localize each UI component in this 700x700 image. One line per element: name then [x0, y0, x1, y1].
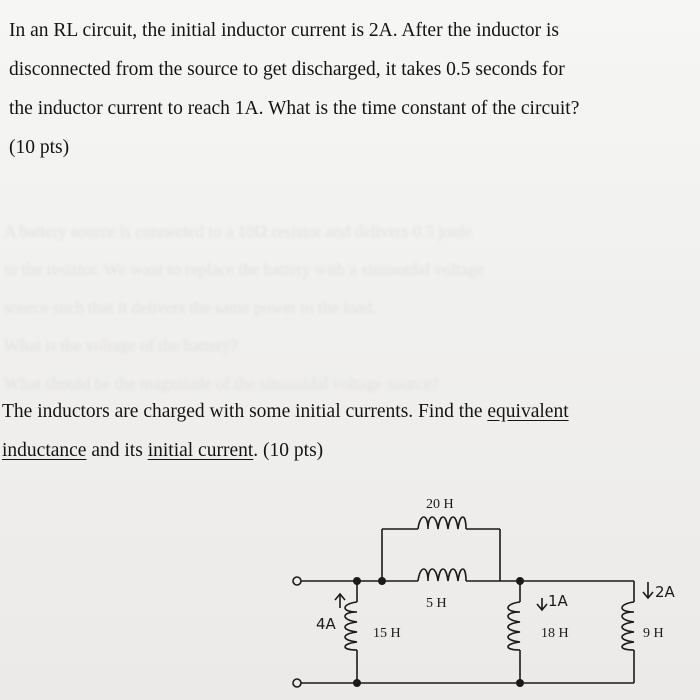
label-20h: 20 H [426, 497, 454, 512]
question-1-line: disconnected from the source to get discharged, it takes 0.5 seconds for [9, 59, 565, 80]
label-5h: 5 H [426, 596, 447, 611]
label-15h: 15 H [373, 626, 401, 641]
question-1-points: (10 pts) [9, 137, 70, 158]
junction-dot [353, 679, 361, 687]
junction-dot [516, 577, 524, 585]
terminal-b [293, 679, 301, 687]
terminal-a [293, 577, 301, 585]
inductor-18h-coil [508, 602, 520, 650]
current-arrow-4a [335, 594, 345, 608]
circuit-diagram [0, 490, 700, 700]
label-current-1a: 1A [548, 592, 568, 610]
inductor-20h-coil [418, 517, 466, 529]
junction-dot [516, 679, 524, 687]
question-2-text-part: The inductors are charged with some initial currents. Find the [2, 401, 483, 422]
label-current-2a: 2A [655, 583, 675, 601]
current-arrow-2a [643, 582, 653, 598]
question-2-text-part: and its [86, 440, 148, 461]
junction-dot [378, 577, 386, 585]
inductor-9h-coil [622, 602, 634, 650]
faded-line: source such that it delivers the same power to the load. [4, 298, 377, 317]
junction-dot [353, 577, 361, 585]
underlined-initial-current: initial current [147, 440, 254, 461]
underlined-inductance: inductance [2, 440, 87, 461]
faded-line: A battery source is connected to a 10Ω resistor and delivers 0.5 joule [4, 222, 473, 241]
label-18h: 18 H [541, 626, 569, 641]
question-2-line-2 [2, 440, 323, 462]
current-arrow-1a [537, 598, 547, 610]
underlined-equivalent: equivalent [487, 401, 569, 422]
faded-line: to the resistor. We want to replace the battery with a sinusoidal voltage [4, 260, 485, 279]
faded-line: What is the voltage of the battery? [4, 336, 239, 355]
question-1-line: In an RL circuit, the initial inductor current is 2A. After the inductor is [9, 20, 560, 41]
faded-line: What should be the magnitude of the sinusoidal voltage source? [4, 374, 439, 393]
faded-show-through-text [0, 220, 700, 400]
question-2-points: . (10 pts) [253, 440, 324, 461]
label-9h: 9 H [643, 626, 664, 641]
inductor-15h-coil [345, 602, 357, 650]
label-current-4a: 4A [316, 615, 336, 633]
question-2-line-1 [2, 401, 569, 423]
question-1-line: the inductor current to reach 1A. What is the time constant of the circuit? [9, 98, 580, 119]
inductor-5h-coil [418, 569, 466, 581]
